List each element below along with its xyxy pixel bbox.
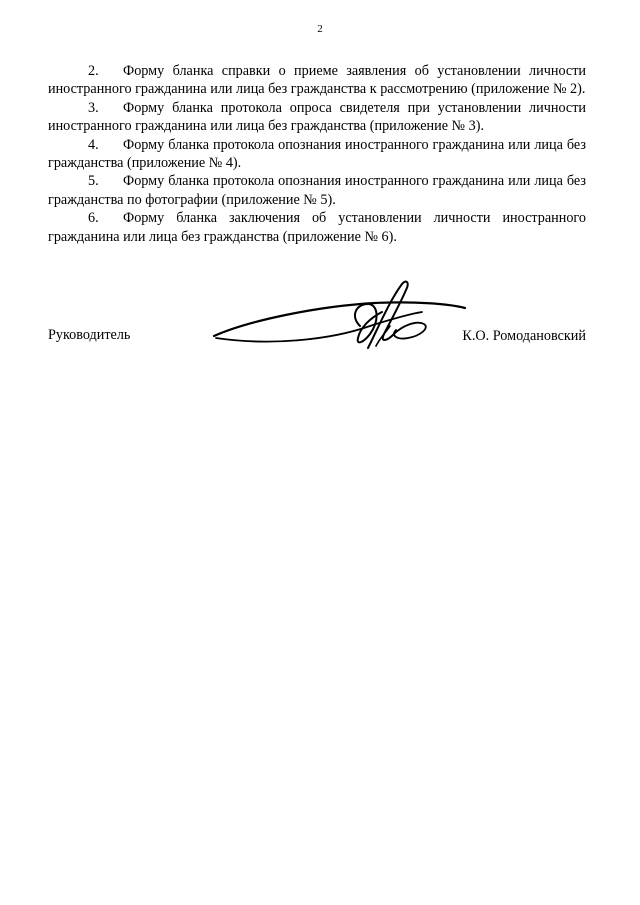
item-number: 4. <box>88 136 99 153</box>
item-number: 2. <box>88 63 99 79</box>
handwritten-signature <box>210 276 472 358</box>
signatory-name: К.О. Ромодановский <box>462 328 586 344</box>
item-text: Форму бланка протокола опроса свидетеля при установлении личности иностранного гражданина или лица без гражданства (приложение № 3). <box>48 99 586 135</box>
item-text: Форму бланка справки о приеме заявления об установлении личности иностранного гражданина или лица без гражданства к рассмотрению (приложение № 2). <box>48 63 586 98</box>
item-text: Форму бланка протокола опознания иностранного гражданина или лица без гражданства (приложение № 4). <box>48 136 586 172</box>
item-text: Форму бланка заключения об установлении личности иностранного гражданина или лица без гражданства (приложение № 6). <box>48 210 586 245</box>
signatory-position: Руководитель <box>48 327 131 343</box>
page-number: 2 <box>317 23 323 35</box>
list-item <box>48 172 586 209</box>
list-item <box>48 62 586 99</box>
list-item <box>48 99 586 136</box>
item-number: 5. <box>88 173 99 190</box>
list-item <box>48 136 586 173</box>
document-body <box>48 62 586 246</box>
item-text: Форму бланка протокола опознания иностранного гражданина или лица без гражданства по фотографии (приложение № 5). <box>48 173 586 208</box>
list-item <box>48 209 586 246</box>
item-number: 3. <box>88 99 99 116</box>
item-number: 6. <box>88 210 99 227</box>
signature-block <box>48 276 586 366</box>
